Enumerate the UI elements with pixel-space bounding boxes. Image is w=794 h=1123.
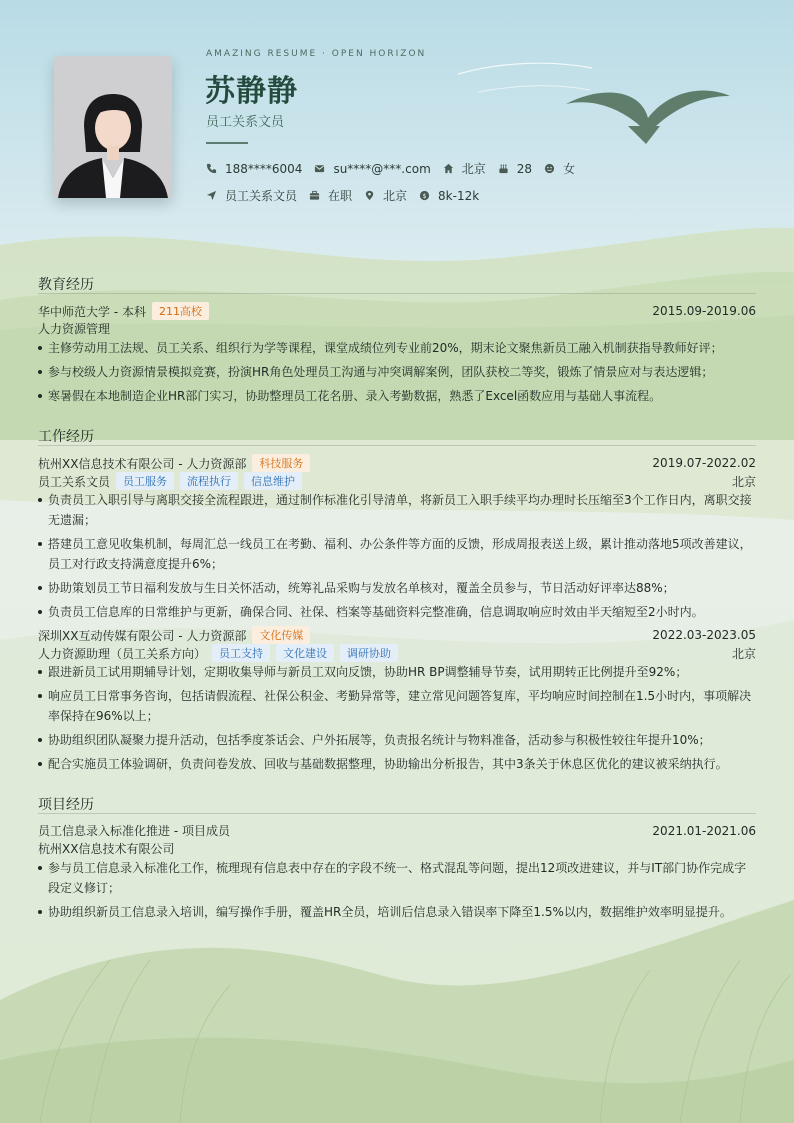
home-icon [443, 163, 454, 174]
education-heading: 教育经历 [38, 277, 94, 293]
list-item: 协助组织团队凝聚力提升活动，包括季度茶话会、户外拓展等，负责报名统计与物料准备，活动参与积极性较往年提升10%； [38, 730, 756, 750]
phone-icon [206, 163, 217, 174]
job-1-skill-tag: 信息维护 [244, 472, 302, 490]
project-1-bullets [38, 858, 756, 926]
salary-icon [419, 190, 430, 201]
intention-salary-text: 8k-12k [438, 188, 480, 203]
job-2-company: 深圳XX互动传媒有限公司 - 人力资源部 [38, 628, 247, 643]
title-divider [206, 142, 248, 144]
job-1-date: 2019.07-2022.02 [652, 456, 756, 470]
age-text: 28 [516, 161, 533, 176]
job-2-industry-tag: 文化传媒 [252, 626, 310, 644]
projects-heading: 项目经历 [38, 797, 94, 813]
gender-text: 女 [563, 162, 576, 176]
work-divider [38, 445, 756, 446]
list-item: 协助策划员工节日福利发放与生日关怀活动，统筹礼品采购与发放名单核对，覆盖全员参与，节日活动好评率达88%； [38, 578, 756, 598]
list-item: 负责员工入职引导与离职交接全流程跟进，通过制作标准化引导清单，将新员工入职手续平均办理时长压缩至3个工作日内，离职交接无遗漏； [38, 490, 756, 530]
work-heading: 工作经历 [38, 429, 94, 445]
projects-divider [38, 813, 756, 814]
intention-salary [419, 189, 479, 203]
education-school-row [38, 302, 756, 320]
intention-position [206, 187, 297, 204]
job-1-bullets [38, 490, 756, 626]
candidate-title: 员工关系文员 [206, 115, 285, 130]
tagline: AMAZING RESUME · OPEN HORIZON [206, 49, 427, 59]
education-major-row [38, 320, 756, 337]
contact-email [314, 162, 430, 176]
job-2-skill-tag: 调研协助 [340, 644, 398, 662]
education-divider [38, 293, 756, 294]
job-2-company-row [38, 626, 756, 644]
intention-city [364, 187, 407, 204]
phone-text: 188****6004 [225, 161, 303, 176]
project-1-date: 2021.01-2021.06 [652, 823, 756, 838]
job-1-position-row [38, 472, 756, 490]
briefcase-icon [309, 190, 320, 201]
cake-icon [498, 163, 509, 174]
send-icon [206, 190, 217, 201]
school-tag: 211高校 [152, 302, 209, 320]
job-2-skill-tag: 员工支持 [212, 644, 270, 662]
intention-city-text: 北京 [383, 189, 408, 203]
contact-gender [544, 160, 575, 177]
job-1-company-row [38, 454, 756, 472]
profile-photo [54, 56, 172, 198]
intention-status [309, 187, 352, 204]
intention-status-text: 在职 [328, 189, 353, 203]
gender-icon [544, 163, 555, 174]
location-pin-icon [364, 190, 375, 201]
job-2-skill-tag: 文化建设 [276, 644, 334, 662]
job-2-date: 2022.03-2023.05 [652, 628, 756, 642]
candidate-name: 苏静静 [205, 74, 298, 109]
job-1-industry-tag: 科技服务 [252, 454, 310, 472]
intention-position-text: 员工关系文员 [225, 189, 298, 203]
list-item: 响应员工日常事务咨询，包括请假流程、社保公积金、考勤异常等，建立常见问题答复库，平均响应时间控制在1.5小时内，事项解决率保持在96%以上； [38, 686, 756, 726]
email-text: su****@***.com [333, 161, 431, 176]
job-2-city: 北京 [731, 646, 756, 661]
job-1-skill-tag: 流程执行 [180, 472, 238, 490]
project-1-company: 杭州XX信息技术有限公司 [38, 842, 175, 856]
job-1-skill-tag: 员工服务 [116, 472, 174, 490]
list-item: 配合实施员工体验调研，负责问卷发放、回收与基础数据整理，协助输出分析报告，其中3条关于休息区优化的建议被采纳执行。 [38, 754, 756, 774]
list-item: 搭建员工意见收集机制，每周汇总一线员工在考勤、福利、办公条件等方面的反馈，形成周报表送上级，累计推动落地5项改善建议，员工对行政支持满意度提升6%； [38, 534, 756, 574]
list-item: 寒暑假在本地制造企业HR部门实习，协助整理员工花名册、录入考勤数据，熟悉了Excel函数应用与基础人事流程。 [38, 386, 756, 406]
job-1-position: 员工关系文员 [38, 474, 111, 489]
major-name: 人力资源管理 [38, 322, 111, 336]
list-item: 负责员工信息库的日常维护与更新，确保合同、社保、档案等基础资料完整准确，信息调取响应时效由半天缩短至2小时内。 [38, 602, 756, 622]
project-1-name: 员工信息录入标准化推进 - 项目成员 [38, 824, 230, 838]
svg-text:$: $ [422, 191, 427, 200]
mail-icon [314, 163, 325, 174]
list-item: 跟进新员工试用期辅导计划，定期收集导师与新员工双向反馈，协助HR BP调整辅导节奏，试用期转正比例提升至92%； [38, 662, 756, 682]
home-text: 北京 [461, 162, 486, 176]
education-bullets [38, 338, 756, 410]
job-1-city: 北京 [731, 474, 756, 489]
list-item: 参与校级人力资源情景模拟竞赛，扮演HR角色处理员工沟通与冲突调解案例，团队获校二等奖，锻炼了情景应对与表达逻辑； [38, 362, 756, 382]
job-1-company: 杭州XX信息技术有限公司 - 人力资源部 [38, 456, 247, 471]
education-date: 2015.09-2019.06 [652, 304, 756, 318]
job-2-position-row [38, 644, 756, 662]
contact-home [443, 160, 486, 177]
job-2-bullets [38, 662, 756, 778]
list-item: 参与员工信息录入标准化工作，梳理现有信息表中存在的字段不统一、格式混乱等问题，提出12项改进建议，并与IT部门协作完成字段定义修订； [38, 858, 756, 898]
school-name: 华中师范大学 - 本科 [38, 304, 146, 319]
job-2-position: 人力资源助理（员工关系方向） [38, 646, 207, 661]
contact-age [498, 162, 532, 176]
list-item: 主修劳动用工法规、员工关系、组织行为学等课程，课堂成绩位列专业前20%，期末论文聚焦新员工融入机制获指导教师好评； [38, 338, 756, 358]
project-1-name-row [38, 822, 756, 839]
project-1-company-row [38, 840, 756, 857]
intention-row [206, 187, 491, 204]
list-item: 协助组织新员工信息录入培训，编写操作手册，覆盖HR全员，培训后信息录入错误率下降至1.5%以内，数据维护效率明显提升。 [38, 902, 756, 922]
contact-row [206, 160, 587, 177]
contact-phone [206, 162, 302, 176]
